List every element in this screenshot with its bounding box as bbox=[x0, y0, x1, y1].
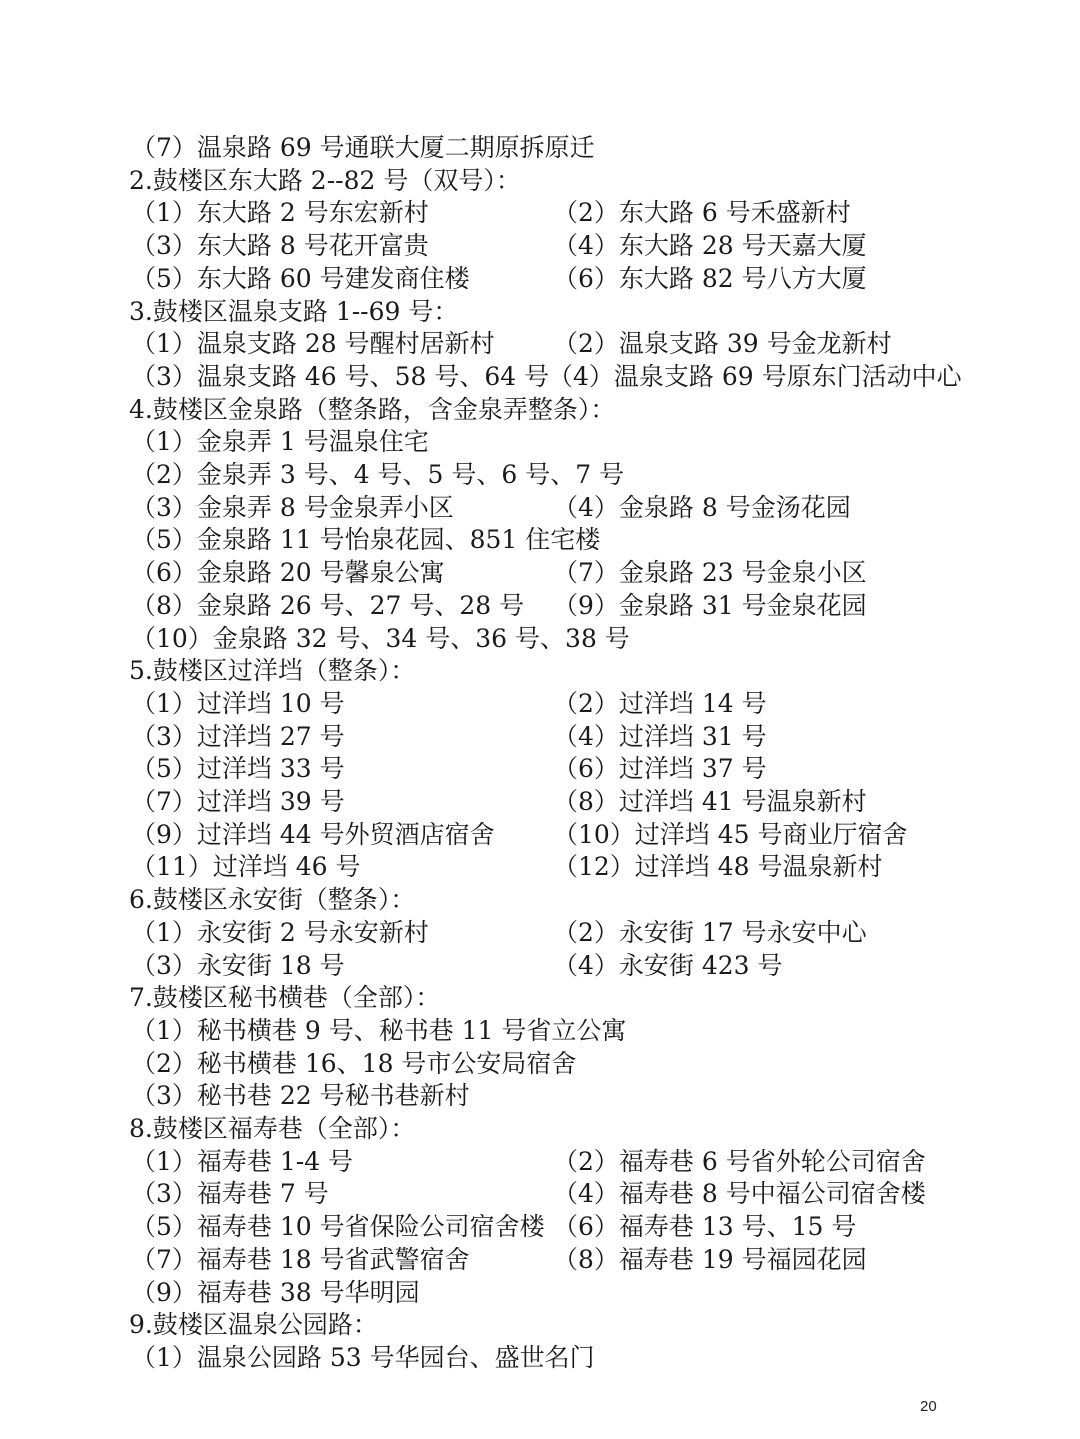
list-item: （5）金泉路 11 号怡泉花园、851 住宅楼 bbox=[131, 525, 601, 555]
list-item: （4）永安街 423 号 bbox=[553, 950, 783, 980]
list-item: （4）温泉支路 69 号原东门活动中心 bbox=[548, 361, 962, 391]
list-item: （2）温泉支路 39 号金龙新村 bbox=[553, 329, 892, 359]
list-item: （6）东大路 82 号八方大厦 bbox=[553, 263, 867, 293]
section-heading: 6.鼓楼区永安街（整条）： bbox=[129, 885, 416, 915]
list-item: （4）福寿巷 8 号中福公司宿舍楼 bbox=[553, 1179, 926, 1209]
list-item: （2）过洋垱 14 号 bbox=[553, 688, 767, 718]
list-item: （8）福寿巷 19 号福园花园 bbox=[553, 1244, 867, 1274]
list-item: （7）金泉路 23 号金泉小区 bbox=[553, 558, 867, 588]
section-heading: 9.鼓楼区温泉公园路： bbox=[129, 1310, 378, 1340]
list-item: （7）福寿巷 18 号省武警宿舍 bbox=[131, 1244, 470, 1274]
list-item: （5）过洋垱 33 号 bbox=[131, 754, 345, 784]
list-item: （9）金泉路 31 号金泉花园 bbox=[553, 590, 867, 620]
list-item: （1）金泉弄 1 号温泉住宅 bbox=[131, 427, 429, 457]
list-item: （6）福寿巷 13 号、15 号 bbox=[553, 1212, 857, 1242]
list-item: （8）过洋垱 41 号温泉新村 bbox=[553, 787, 867, 816]
list-item: （8）金泉路 26 号、27 号、28 号 bbox=[131, 590, 525, 620]
list-item: （5）东大路 60 号建发商住楼 bbox=[131, 263, 470, 293]
section-heading: 4.鼓楼区金泉路（整条路，含金泉弄整条）： bbox=[129, 394, 616, 424]
list-item: （10）金泉路 32 号、34 号、36 号、38 号 bbox=[131, 623, 630, 653]
section-heading: 7.鼓楼区秘书横巷（全部）： bbox=[129, 983, 441, 1013]
list-item: （1）温泉支路 28 号醒村居新村 bbox=[131, 329, 495, 359]
list-item: （3）永安街 18 号 bbox=[131, 950, 345, 980]
list-item: （2）东大路 6 号禾盛新村 bbox=[553, 198, 851, 228]
list-item: （3）东大路 8 号花开富贵 bbox=[131, 231, 429, 261]
list-item: （7）温泉路 69 号通联大厦二期原拆原迁 bbox=[131, 133, 595, 162]
section-heading: 5.鼓楼区过洋垱（整条）： bbox=[129, 656, 416, 686]
list-item: （3）秘书巷 22 号秘书巷新村 bbox=[131, 1081, 470, 1111]
list-item: （3）温泉支路 46 号、58 号、64 号 bbox=[131, 361, 550, 391]
list-item: （1）东大路 2 号东宏新村 bbox=[131, 198, 429, 228]
list-item: （1）温泉公园路 53 号华园台、盛世名门 bbox=[131, 1342, 595, 1372]
list-item: （4）东大路 28 号天嘉大厦 bbox=[553, 231, 867, 261]
section-heading: 2.鼓楼区东大路 2--82 号（双号）： bbox=[129, 165, 521, 195]
list-item: （2）秘书横巷 16、18 号市公安局宿舍 bbox=[131, 1048, 577, 1078]
list-item: （1）福寿巷 1-4 号 bbox=[131, 1146, 354, 1176]
list-item: （4）过洋垱 31 号 bbox=[553, 721, 767, 751]
list-item: （9）福寿巷 38 号华明园 bbox=[131, 1277, 420, 1307]
section-heading: 8.鼓楼区福寿巷（全部）： bbox=[129, 1114, 416, 1143]
list-item: （7）过洋垱 39 号 bbox=[131, 787, 345, 816]
list-item: （4）金泉路 8 号金汤花园 bbox=[553, 492, 851, 522]
list-item: （1）秘书横巷 9 号、秘书巷 11 号省立公寓 bbox=[131, 1015, 627, 1045]
list-item: （2）永安街 17 号永安中心 bbox=[553, 917, 867, 947]
list-item: （11）过洋垱 46 号 bbox=[131, 852, 361, 882]
list-item: （10）过洋垱 45 号商业厅宿舍 bbox=[553, 819, 908, 849]
list-item: （6）过洋垱 37 号 bbox=[553, 754, 767, 784]
list-item: （3）福寿巷 7 号 bbox=[131, 1179, 329, 1209]
page-number: 20 bbox=[920, 1398, 937, 1415]
list-item: （9）过洋垱 44 号外贸酒店宿舍 bbox=[131, 819, 495, 849]
list-item: （2）福寿巷 6 号省外轮公司宿舍 bbox=[553, 1146, 926, 1176]
list-item: （2）金泉弄 3 号、4 号、5 号、6 号、7 号 bbox=[131, 460, 625, 489]
list-item: （1）永安街 2 号永安新村 bbox=[131, 917, 429, 947]
list-item: （5）福寿巷 10 号省保险公司宿舍楼 bbox=[131, 1212, 545, 1242]
list-item: （3）过洋垱 27 号 bbox=[131, 721, 345, 751]
list-item: （3）金泉弄 8 号金泉弄小区 bbox=[131, 492, 454, 522]
list-item: （1）过洋垱 10 号 bbox=[131, 688, 345, 718]
list-item: （12）过洋垱 48 号温泉新村 bbox=[553, 852, 883, 882]
list-item: （6）金泉路 20 号馨泉公寓 bbox=[131, 558, 445, 588]
section-heading: 3.鼓楼区温泉支路 1--69 号： bbox=[129, 296, 459, 326]
